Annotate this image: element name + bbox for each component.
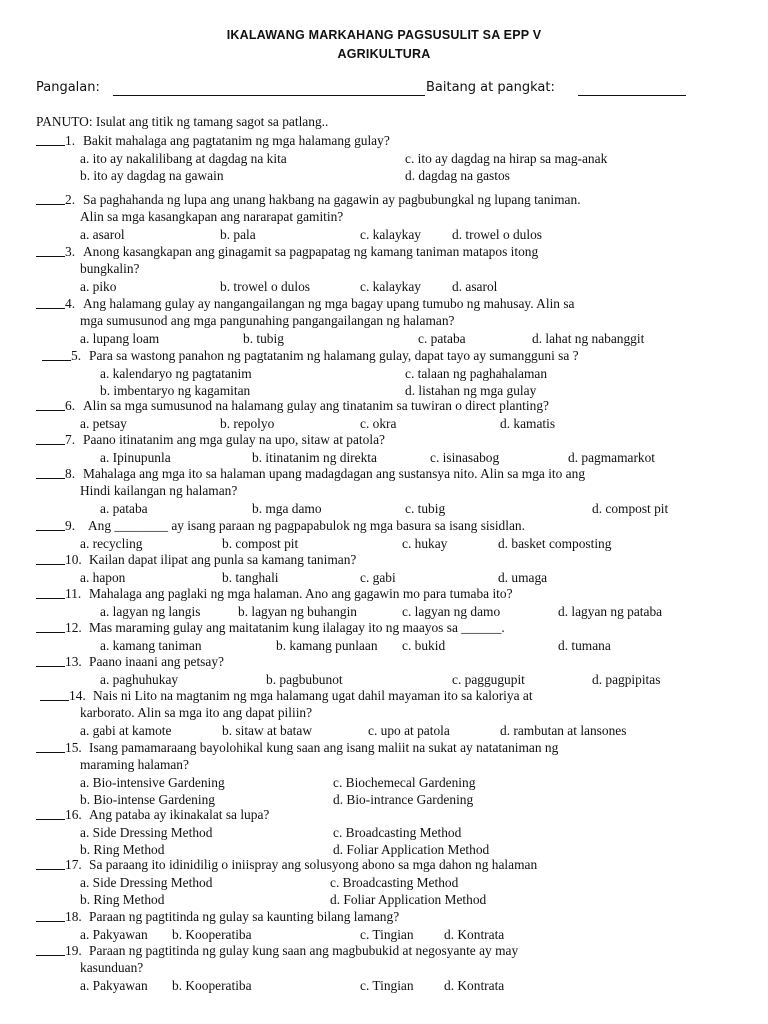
answer-blank[interactable] xyxy=(40,689,69,701)
answer-blank[interactable] xyxy=(36,621,65,633)
answer-option: c. kalaykay xyxy=(360,278,421,294)
answer-option: d. basket composting xyxy=(498,535,612,551)
answer-option: a. Side Dressing Method xyxy=(80,824,213,840)
question-number: 14. xyxy=(69,688,86,703)
question-number: 7. xyxy=(65,432,76,447)
answer-option: d. asarol xyxy=(452,278,498,294)
answer-option: b. Kooperatiba xyxy=(172,926,252,942)
answer-option: b. kamang punlaan xyxy=(276,637,378,653)
answer-option: d. tumana xyxy=(558,637,611,653)
name-label: Pangalan: xyxy=(36,80,100,95)
answer-option: a. gabi at kamote xyxy=(80,722,172,738)
answer-option: a. ito ay nakalilibang at dagdag na kita xyxy=(80,150,287,166)
answer-option: b. tubig xyxy=(243,330,284,346)
question-text: Isang pamamaraang bayolohikal kung saan ang isang maliit na sukat ay natataniman ng xyxy=(89,740,559,755)
answer-blank[interactable] xyxy=(36,245,65,257)
answer-option: a. asarol xyxy=(80,226,125,242)
answer-option: c. Broadcasting Method xyxy=(333,824,462,840)
answer-option: c. talaan ng paghahalaman xyxy=(405,365,548,381)
question-text: Hindi kailangan ng halaman? xyxy=(80,482,238,498)
question-number: 3. xyxy=(65,244,76,259)
question-text: Paraan ng pagtitinda ng gulay sa kaunting bilang lamang? xyxy=(89,909,400,924)
question-text: Nais ni Lito na magtanim ng mga halamang ugat dahil mayaman ito sa kaloriya at xyxy=(93,688,533,703)
question-number: 13. xyxy=(65,654,82,669)
answer-option: a. pataba xyxy=(100,500,148,516)
answer-option: d. kamatis xyxy=(500,415,556,431)
answer-blank[interactable] xyxy=(36,433,65,445)
answer-option: c. Broadcasting Method xyxy=(330,874,459,890)
answer-blank[interactable] xyxy=(36,519,65,531)
answer-option: c. gabi xyxy=(360,569,396,585)
answer-option: d. Bio-intrance Gardening xyxy=(333,791,474,807)
answer-option: c. okra xyxy=(360,415,397,431)
answer-option: d. listahan ng mga gulay xyxy=(405,382,537,398)
answer-blank[interactable] xyxy=(36,944,65,956)
answer-option: c. bukid xyxy=(402,637,446,653)
answer-blank[interactable] xyxy=(36,655,65,667)
question-text: karborato. Alin sa mga ito ang dapat piliin? xyxy=(80,704,313,720)
answer-option: a. lagyan ng langis xyxy=(100,603,201,619)
answer-option: a. petsay xyxy=(80,415,127,431)
answer-option: b. Ring Method xyxy=(80,841,165,857)
answer-option: c. tubig xyxy=(405,500,446,516)
answer-option: b. mga damo xyxy=(252,500,322,516)
question-text: Para sa wastong panahon ng pagtatanim ng halamang gulay, dapat tayo ay sumangguni sa ? xyxy=(89,348,579,363)
answer-option: c. isinasabog xyxy=(430,449,500,465)
question-number: 2. xyxy=(65,192,76,207)
answer-option: d. Foliar Application Method xyxy=(333,841,490,857)
question-text: Ang halamang gulay ay nangangailangan ng mga bagay upang tumubo ng mahusay. Alin sa xyxy=(83,296,575,311)
exam-subject: AGRIKULTURA xyxy=(337,47,431,61)
question-number: 4. xyxy=(65,296,76,311)
question-text: Mahalaga ang paglaki ng mga halaman. Ano ang gagawin mo para tumaba ito? xyxy=(89,586,513,601)
answer-option: a. hapon xyxy=(80,569,126,585)
question-number: 9. xyxy=(65,518,76,533)
grade-blank[interactable] xyxy=(578,95,686,96)
answer-blank[interactable] xyxy=(36,399,65,411)
question-text: Ang pataba ay ikinakalat sa lupa? xyxy=(89,807,270,822)
answer-option: c. lagyan ng damo xyxy=(402,603,501,619)
answer-option: a. piko xyxy=(80,278,117,294)
answer-option: c. pataba xyxy=(418,330,466,346)
answer-option: d. Kontrata xyxy=(444,926,505,942)
answer-blank[interactable] xyxy=(36,193,65,205)
answer-option: c. upo at patola xyxy=(368,722,450,738)
answer-option: d. rambutan at lansones xyxy=(500,722,627,738)
answer-blank[interactable] xyxy=(42,349,71,361)
answer-option: d. pagpipitas xyxy=(592,671,661,687)
question-text: Alin sa mga sumusunod na halamang gulay ang tinatanim sa tuwiran o direct planting? xyxy=(83,398,549,413)
answer-option: a. Bio-intensive Gardening xyxy=(80,774,225,790)
question-text: Paano inaani ang petsay? xyxy=(89,654,224,669)
answer-option: c. ito ay dagdag na hirap sa mag-anak xyxy=(405,150,608,166)
answer-option: b. Ring Method xyxy=(80,891,165,907)
exam-title: IKALAWANG MARKAHANG PAGSUSULIT SA EPP V xyxy=(226,28,542,42)
answer-option: b. repolyo xyxy=(220,415,275,431)
question-number: 10. xyxy=(65,552,82,567)
answer-option: c. kalaykay xyxy=(360,226,421,242)
answer-option: a. Side Dressing Method xyxy=(80,874,213,890)
answer-option: c. Tingian xyxy=(360,977,414,993)
answer-option: d. lagyan ng pataba xyxy=(558,603,663,619)
answer-blank[interactable] xyxy=(36,297,65,309)
student-info-line xyxy=(36,80,736,100)
answer-option: a. kamang taniman xyxy=(100,637,202,653)
question-text: Ang ________ ay isang paraan ng pagpapabulok ng mga basura sa isang sisidlan. xyxy=(88,518,525,533)
answer-option: b. imbentaryo ng kagamitan xyxy=(100,382,251,398)
question-text: Kailan dapat ilipat ang punla sa kamang taniman? xyxy=(89,552,357,567)
question-text: Sa paraang ito idinidilig o iniispray ang solusyong abono sa mga dahon ng halaman xyxy=(89,857,538,872)
answer-option: b. lagyan ng buhangin xyxy=(238,603,358,619)
answer-option: a. Pakyawan xyxy=(80,926,148,942)
answer-option: b. pala xyxy=(220,226,256,242)
answer-blank[interactable] xyxy=(36,134,65,146)
answer-option: a. Pakyawan xyxy=(80,977,148,993)
question-text: Mahalaga ang mga ito sa halaman upang madagdagan ang sustansya nito. Alin sa mga ito ang xyxy=(83,466,586,481)
answer-option: b. ito ay dagdag na gawain xyxy=(80,167,224,183)
instructions: PANUTO: Isulat ang titik ng tamang sagot sa patlang.. xyxy=(36,114,329,129)
question-text: Mas maraming gulay ang maitatanim kung ilalagay ito ng maayos sa ______. xyxy=(89,620,505,635)
answer-option: b. pagbubunot xyxy=(266,671,343,687)
question-number: 16. xyxy=(65,807,82,822)
question-number: 6. xyxy=(65,398,76,413)
question-text: Paraan ng pagtitinda ng gulay kung saan ang magbubukid at negosyante ay may xyxy=(89,943,519,958)
question-text: mga sumusunod ang mga pangunahing pangangailangan ng halaman? xyxy=(80,312,455,328)
question-text: bungkalin? xyxy=(80,260,140,276)
answer-option: b. compost pit xyxy=(222,535,299,551)
answer-option: a. Ipinupunla xyxy=(100,449,171,465)
answer-option: a. paghuhukay xyxy=(100,671,179,687)
question-number: 19. xyxy=(65,943,82,958)
question-number: 1. xyxy=(65,133,76,148)
answer-blank[interactable] xyxy=(36,553,65,565)
answer-option: c. Tingian xyxy=(360,926,414,942)
answer-blank[interactable] xyxy=(36,587,65,599)
question-text: Bakit mahalaga ang pagtatanim ng mga halamang gulay? xyxy=(83,133,390,148)
question-number: 17. xyxy=(65,857,82,872)
answer-option: a. recycling xyxy=(80,535,143,551)
answer-option: a. lupang loam xyxy=(80,330,160,346)
question-text: Sa paghahanda ng lupa ang unang hakbang na gagawin ay pagbubungkal ng lupang taniman. xyxy=(83,192,581,207)
question-number: 5. xyxy=(71,348,82,363)
question-number: 12. xyxy=(65,620,82,635)
question-number: 18. xyxy=(65,909,82,924)
answer-option: c. Biochemecal Gardening xyxy=(333,774,476,790)
answer-option: a. kalendaryo ng pagtatanim xyxy=(100,365,252,381)
answer-blank[interactable] xyxy=(36,910,65,922)
question-text: Alin sa mga kasangkapan ang nararapat gamitin? xyxy=(80,208,344,224)
answer-option: d. compost pit xyxy=(592,500,669,516)
name-blank[interactable] xyxy=(113,95,425,96)
answer-option: b. sitaw at bataw xyxy=(222,722,312,738)
answer-option: d. dagdag na gastos xyxy=(405,167,510,183)
question-text: kasunduan? xyxy=(80,959,144,975)
question-number: 8. xyxy=(65,466,76,481)
question-text: Anong kasangkapan ang ginagamit sa pagpapatag ng kamang taniman matapos itong xyxy=(83,244,539,259)
answer-option: c. hukay xyxy=(402,535,448,551)
answer-option: b. trowel o dulos xyxy=(220,278,311,294)
answer-blank[interactable] xyxy=(36,741,65,753)
answer-option: d. Kontrata xyxy=(444,977,505,993)
question-number: 11. xyxy=(65,586,82,601)
answer-option: b. Kooperatiba xyxy=(172,977,252,993)
question-number: 15. xyxy=(65,740,82,755)
question-text: maraming halaman? xyxy=(80,756,189,772)
answer-option: d. lahat ng nabanggit xyxy=(532,330,645,346)
answer-option: c. paggugupit xyxy=(452,671,525,687)
answer-blank[interactable] xyxy=(36,808,65,820)
grade-label: Baitang at pangkat: xyxy=(426,80,555,95)
answer-blank[interactable] xyxy=(36,467,65,479)
answer-option: d. pagmamarkot xyxy=(568,449,656,465)
answer-option: b. itinatanim ng direkta xyxy=(252,449,377,465)
answer-option: d. umaga xyxy=(498,569,548,585)
answer-option: b. Bio-intense Gardening xyxy=(80,791,215,807)
answer-option: d. Foliar Application Method xyxy=(330,891,487,907)
answer-option: b. tanghali xyxy=(222,569,279,585)
answer-option: d. trowel o dulos xyxy=(452,226,543,242)
answer-blank[interactable] xyxy=(36,858,65,870)
question-text: Paano itinatanim ang mga gulay na upo, sitaw at patola? xyxy=(83,432,385,447)
